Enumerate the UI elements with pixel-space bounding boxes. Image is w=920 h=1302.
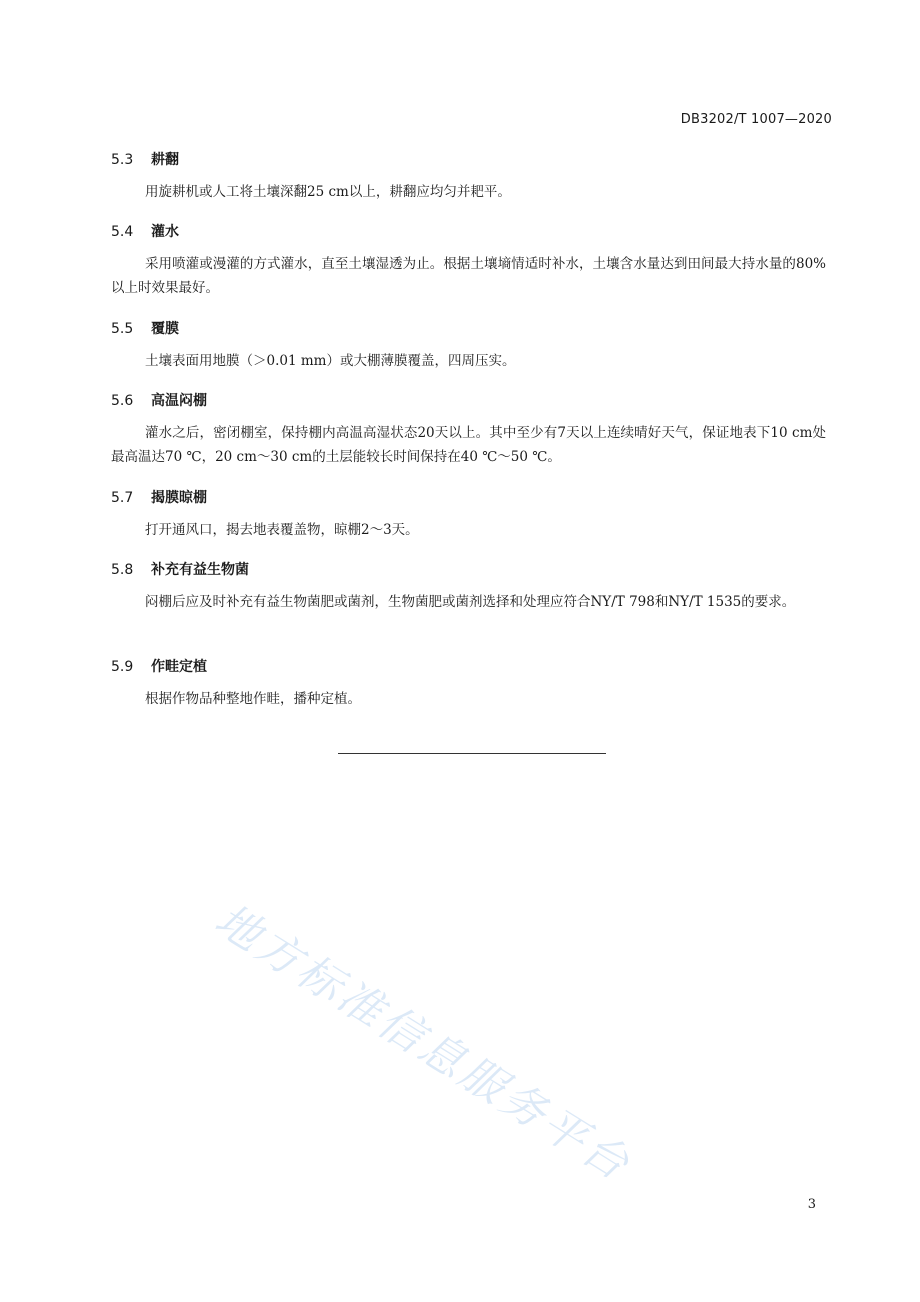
document-code: DB3202/T 1007—2020	[680, 112, 832, 127]
watermark: 地方标准信息服务平台	[206, 894, 641, 1192]
section-number: 5.6	[111, 393, 134, 409]
section-number: 5.9	[111, 659, 134, 675]
section-number: 5.3	[111, 152, 134, 168]
section-title: 作畦定植	[151, 659, 207, 675]
section-body: 用旋耕机或人工将土壤深翻25 cm以上，耕翻应均匀并耙平。	[145, 184, 511, 200]
section-body: 灌水之后，密闭棚室，保持棚内高温高湿状态20天以上。其中至少有7天以上连续晴好天气，保证地表下10 cm处最高温达70 ℃，20 cm～30 cm的土层能较长时间保持在40 ℃～50 ℃。	[111, 425, 826, 465]
section-title: 覆膜	[151, 321, 179, 337]
section-number: 5.4	[111, 224, 134, 240]
section-heading	[111, 318, 826, 340]
end-of-document-rule	[338, 753, 606, 754]
section-5-5	[111, 318, 826, 373]
section-5-9	[111, 656, 826, 711]
section-body: 闷棚后应及时补充有益生物菌肥或菌剂，生物菌肥或菌剂选择和处理应符合NY/T 798和NY/T 1535的要求。	[145, 594, 796, 610]
page-number: 3	[807, 1197, 816, 1212]
section-5-7	[111, 487, 826, 542]
section-heading	[111, 656, 826, 678]
section-body: 根据作物品种整地作畦，播种定植。	[145, 691, 361, 707]
section-title: 灌水	[151, 224, 179, 240]
section-heading	[111, 487, 826, 509]
section-title: 补充有益生物菌	[151, 562, 249, 578]
section-number: 5.8	[111, 562, 134, 578]
section-number: 5.5	[111, 321, 134, 337]
section-heading	[111, 390, 826, 412]
section-body: 土壤表面用地膜（＞0.01 mm）或大棚薄膜覆盖，四周压实。	[145, 353, 516, 369]
section-5-3	[111, 149, 826, 204]
section-heading	[111, 149, 826, 171]
section-number: 5.7	[111, 490, 134, 506]
section-body: 打开通风口，揭去地表覆盖物，晾棚2～3天。	[145, 522, 419, 538]
section-5-6	[111, 390, 826, 469]
section-5-4	[111, 221, 826, 300]
section-title: 揭膜晾棚	[151, 490, 207, 506]
section-heading	[111, 559, 826, 581]
section-body: 采用喷灌或漫灌的方式灌水，直至土壤湿透为止。根据土壤墒情适时补水，土壤含水量达到田间最大持水量的80%以上时效果最好。	[111, 256, 826, 296]
section-5-8	[111, 559, 826, 614]
section-title: 高温闷棚	[151, 393, 207, 409]
section-title: 耕翻	[151, 152, 179, 168]
section-heading	[111, 221, 826, 243]
